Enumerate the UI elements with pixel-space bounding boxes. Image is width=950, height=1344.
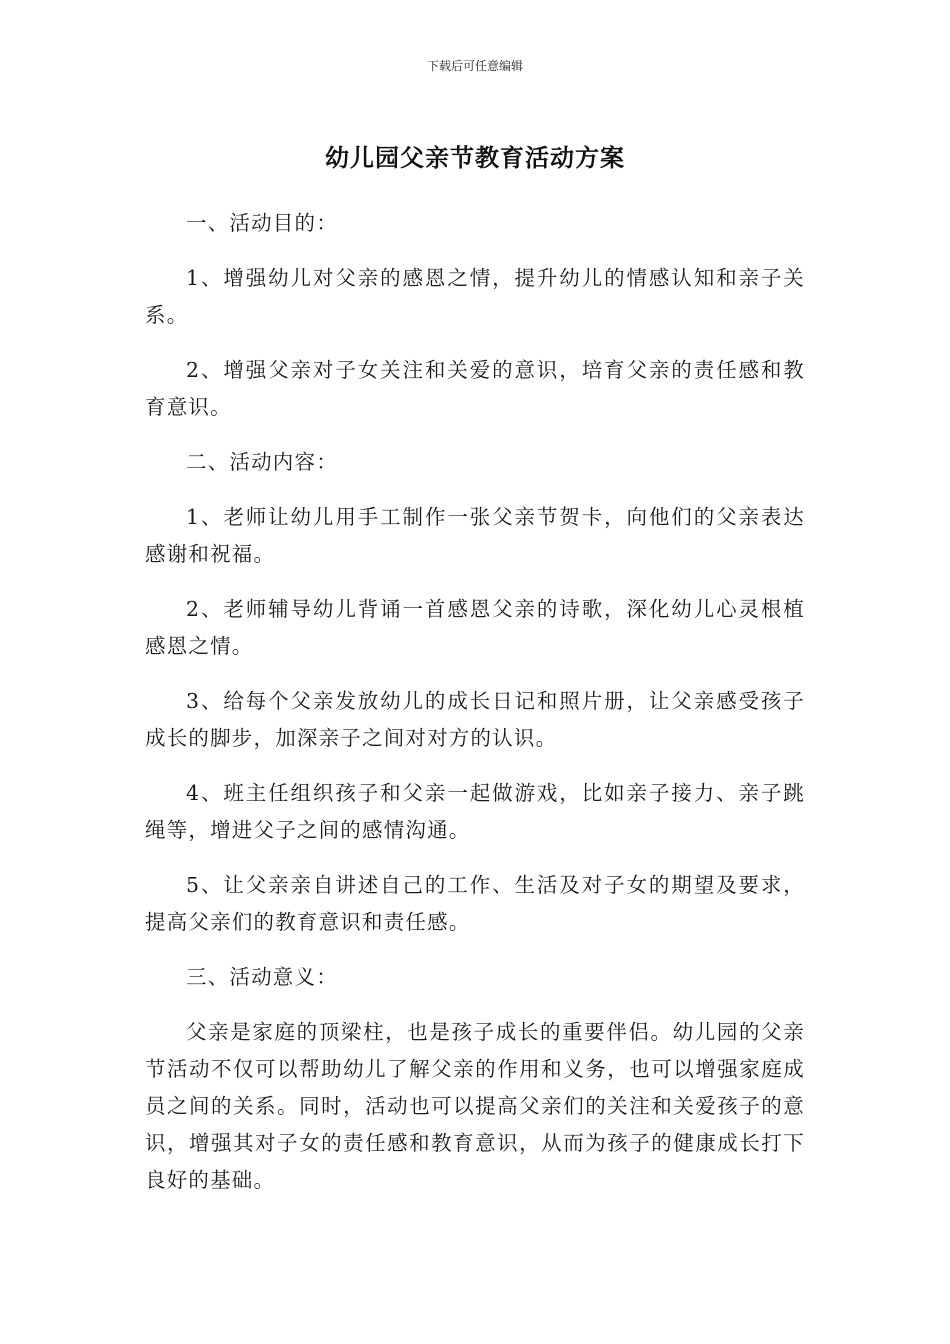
paragraph: 3、给每个父亲发放幼儿的成长日记和照片册，让父亲感受孩子成长的脚步，加深亲子之间对对方的认识。 — [145, 689, 805, 750]
section-heading-content: 二、活动内容： — [186, 450, 338, 474]
paragraph: 2、老师辅导幼儿背诵一首感恩父亲的诗歌，深化幼儿心灵根植感恩之情。 — [145, 597, 805, 658]
paragraph: 5、让父亲亲自讲述自己的工作、生活及对子女的期望及要求，提高父亲们的教育意识和责任感。 — [145, 873, 805, 934]
paragraph: 4、班主任组织孩子和父亲一起做游戏，比如亲子接力、亲子跳绳等，增进父子之间的感情沟通。 — [145, 781, 805, 842]
header-note: 下载后可任意编辑 — [426, 59, 523, 73]
paragraph: 1、老师让幼儿用手工制作一张父亲节贺卡，向他们的父亲表达感谢和祝福。 — [145, 505, 805, 566]
section-heading-significance: 三、活动意义： — [186, 965, 338, 989]
document-body — [145, 205, 805, 1199]
paragraph: 2、增强父亲对子女关注和关爱的意识，培育父亲的责任感和教育意识。 — [145, 358, 805, 419]
page-title: 幼儿园父亲节教育活动方案 — [325, 144, 625, 172]
section-heading-purpose: 一、活动目的： — [186, 211, 338, 235]
paragraph: 1、增强幼儿对父亲的感恩之情，提升幼儿的情感认知和亲子关系。 — [145, 266, 805, 327]
paragraph: 父亲是家庭的顶梁柱，也是孩子成长的重要伴侣。幼儿园的父亲节活动不仅可以帮助幼儿了解父亲的作用和义务，也可以增强家庭成员之间的关系。同时，活动也可以提高父亲们的关注和关爱孩子的意识，增强其对子女的责任感和教育意识，从而为孩子的健康成长打下良好的基础。 — [145, 1020, 805, 1192]
